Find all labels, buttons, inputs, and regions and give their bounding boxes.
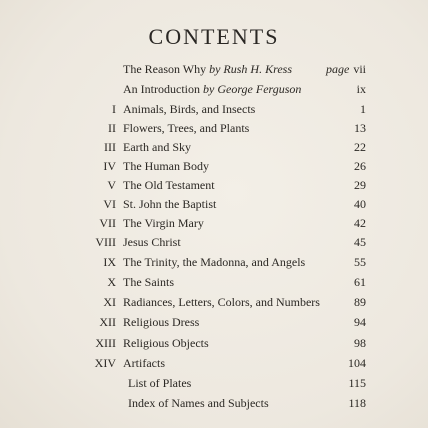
chapter-page: 1 (360, 102, 366, 116)
chapter-entry (0, 292, 428, 312)
chapter-numeral: VIII (95, 235, 116, 249)
chapter-page: 22 (354, 140, 366, 154)
chapter-numeral: VII (99, 216, 116, 230)
chapter-numeral: IX (103, 255, 116, 269)
chapter-entry (0, 137, 428, 157)
front-matter-entry (0, 59, 428, 79)
chapter-numeral: IV (103, 159, 116, 173)
chapter-title: The Virgin Mary (123, 216, 204, 230)
chapter-page: 26 (354, 159, 366, 173)
chapter-title: Artifacts (123, 356, 165, 370)
entry-page: ix (356, 82, 366, 96)
back-matter-entry (0, 393, 428, 413)
chapter-entry (0, 118, 428, 138)
chapter-title: The Saints (123, 275, 174, 289)
back-matter-entry (0, 373, 428, 393)
chapter-numeral: V (107, 178, 116, 192)
chapter-numeral: III (104, 140, 116, 154)
chapter-title: Religious Dress (123, 315, 200, 329)
chapter-page: 55 (354, 255, 366, 269)
chapter-numeral: VI (103, 197, 116, 211)
chapter-page: 104 (348, 356, 366, 370)
chapter-title: Jesus Christ (123, 235, 181, 249)
chapter-page: 98 (354, 336, 366, 350)
chapter-numeral: XIII (95, 336, 116, 350)
chapter-page: 61 (354, 275, 366, 289)
entry-label: The Reason Why by Rush H. Kress (123, 62, 292, 76)
chapter-title: The Trinity, the Madonna, and Angels (123, 255, 306, 269)
entry-label: An Introduction by George Ferguson (123, 82, 302, 96)
chapter-title: Radiances, Letters, Colors, and Numbers (123, 295, 320, 309)
chapter-numeral: I (112, 102, 116, 116)
chapter-page: 94 (354, 315, 366, 329)
chapter-page: 89 (354, 295, 366, 309)
chapter-page: 40 (354, 197, 366, 211)
chapter-title: Earth and Sky (123, 140, 191, 154)
entry-page: 118 (348, 396, 366, 410)
chapter-numeral: XI (103, 295, 116, 309)
chapter-entry (0, 194, 428, 214)
chapter-page: 45 (354, 235, 366, 249)
chapter-title: The Old Testament (123, 178, 215, 192)
chapter-page: 29 (354, 178, 366, 192)
entry-page: page vii (326, 62, 366, 76)
front-matter-entry (0, 79, 428, 99)
chapter-title: Animals, Birds, and Insects (123, 102, 256, 116)
chapter-entry (0, 99, 428, 119)
chapter-entry (0, 272, 428, 292)
page-title: CONTENTS (148, 24, 280, 49)
chapter-numeral: XII (99, 315, 116, 329)
chapter-title: The Human Body (123, 159, 209, 173)
entry-label: List of Plates (128, 376, 192, 390)
chapter-page: 13 (354, 121, 366, 135)
chapter-entry (0, 252, 428, 272)
chapter-title: Flowers, Trees, and Plants (123, 121, 250, 135)
entry-label: Index of Names and Subjects (128, 396, 269, 410)
chapter-title: Religious Objects (123, 336, 209, 350)
chapter-entry (0, 312, 428, 332)
chapter-numeral: II (108, 121, 116, 135)
chapter-page: 42 (354, 216, 366, 230)
chapter-title: St. John the Baptist (123, 197, 217, 211)
chapter-numeral: XIV (94, 356, 116, 370)
chapter-entry (0, 333, 428, 353)
chapter-entry (0, 353, 428, 373)
chapter-entry (0, 175, 428, 195)
chapter-numeral: X (107, 275, 116, 289)
chapter-entry (0, 232, 428, 252)
entry-page: 115 (348, 376, 366, 390)
chapter-entry (0, 156, 428, 176)
chapter-entry (0, 213, 428, 233)
